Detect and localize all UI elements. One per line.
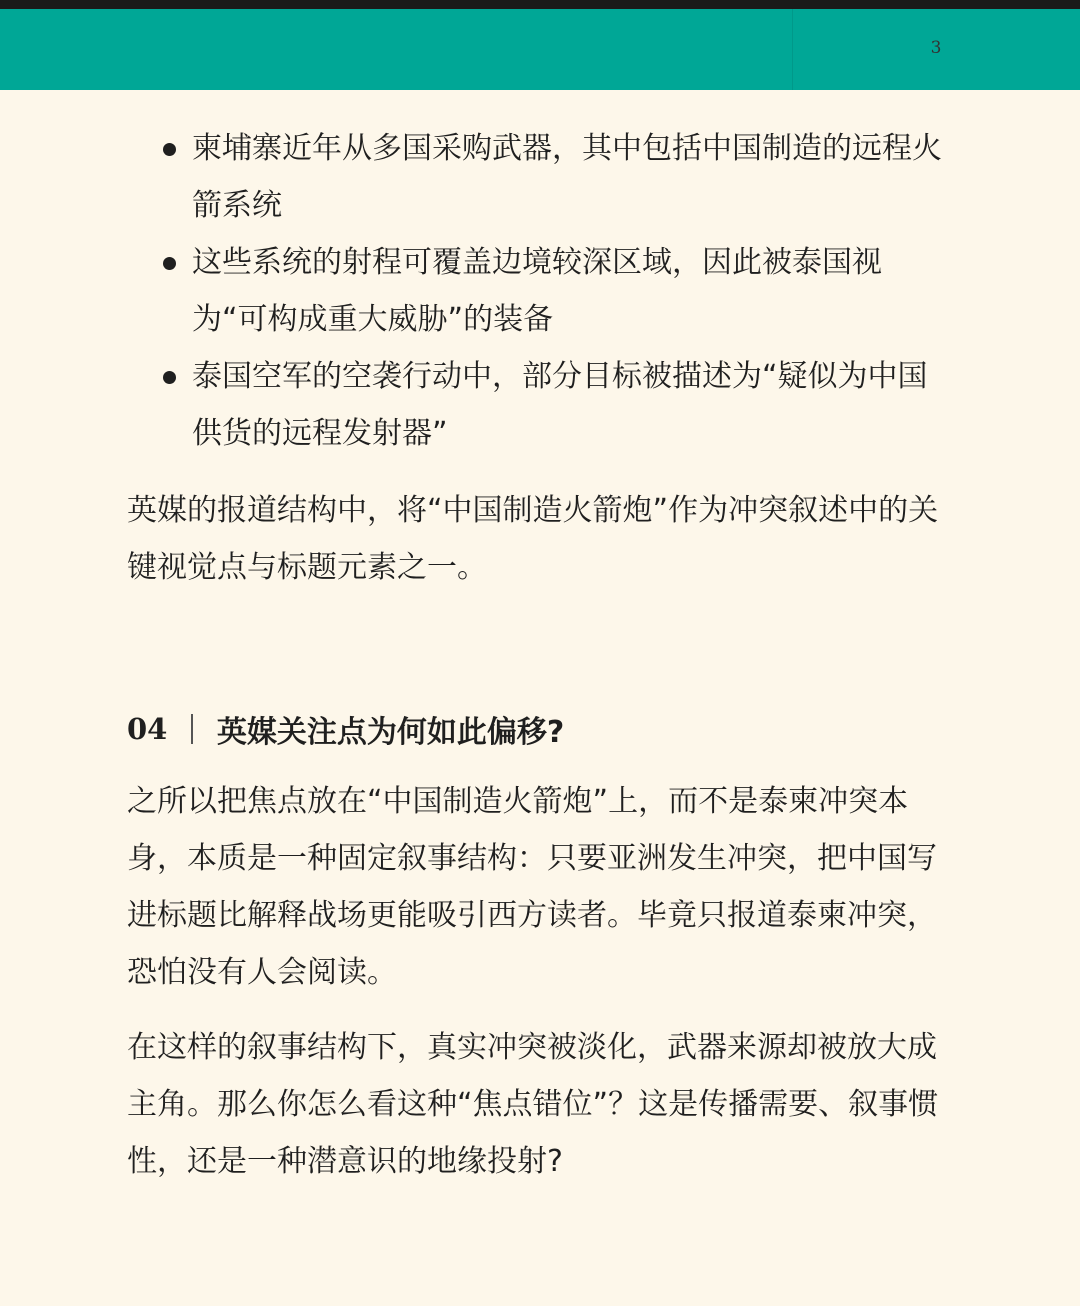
- bullet-dot-icon: [163, 143, 176, 156]
- header-bar: [0, 9, 1080, 90]
- section-number: 04: [127, 711, 168, 746]
- bullet-text: 这些系统的射程可覆盖边境较深区域，因此被泰国视为“可构成重大威胁”的装备: [192, 245, 882, 337]
- top-edge-strip: [0, 0, 1080, 9]
- section-separator: [191, 714, 193, 744]
- bullet-list: [127, 120, 957, 462]
- bullet-text: 泰国空军的空袭行动中，部分目标被描述为“疑似为中国供货的远程发射器”: [192, 359, 928, 451]
- bullet-dot-icon: [163, 371, 176, 384]
- paragraph-3: 在这样的叙事结构下，真实冲突被淡化，武器来源却被放大成主角。那么你怎么看这种“焦点错位”？这是传播需要、叙事惯性，还是一种潜意识的地缘投射?: [127, 1030, 939, 1179]
- article-content: [127, 120, 957, 1190]
- list-item: [127, 348, 957, 462]
- bullet-text: 柬埔寨近年从多国采购武器，其中包括中国制造的远程火箭系统: [192, 131, 942, 223]
- list-item: [127, 234, 957, 348]
- page-number: 3: [930, 38, 942, 58]
- bullet-dot-icon: [163, 257, 176, 270]
- section-title: 英媒关注点为何如此偏移?: [216, 714, 565, 750]
- paragraph-1: 英媒的报道结构中，将“中国制造火箭炮”作为冲突叙述中的关键视觉点与标题元素之一。: [127, 493, 939, 585]
- list-item: [127, 120, 957, 234]
- paragraph-2: 之所以把焦点放在“中国制造火箭炮”上，而不是泰柬冲突本身，本质是一种固定叙事结构：只要亚洲发生冲突，把中国写进标题比解释战场更能吸引西方读者。毕竟只报道泰柬冲突，恐怕没有人会阅读。: [127, 784, 937, 990]
- section-heading: [127, 700, 957, 757]
- header-divider: [792, 9, 793, 90]
